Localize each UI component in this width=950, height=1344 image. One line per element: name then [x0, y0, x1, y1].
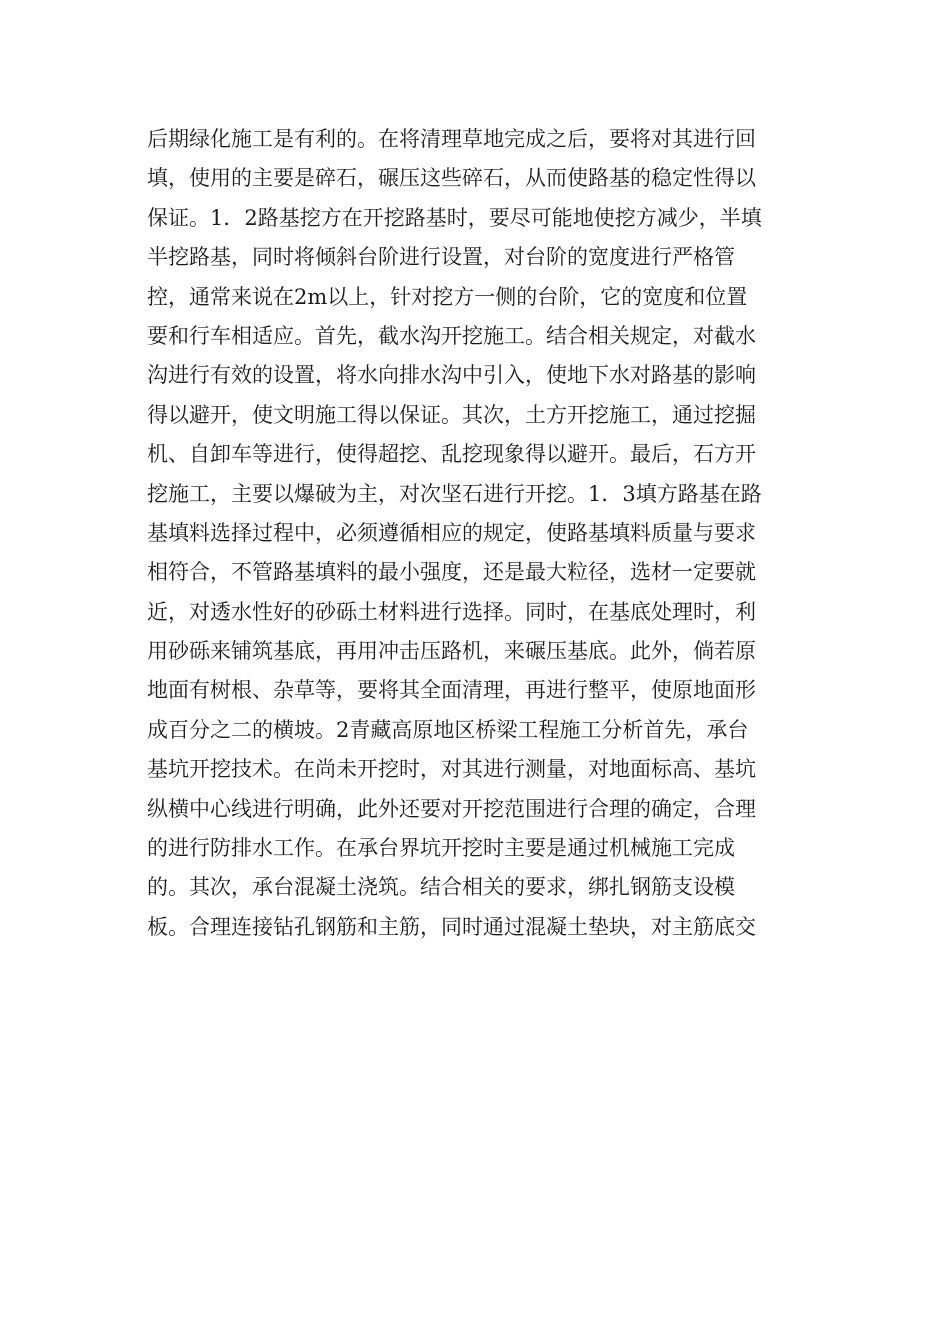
text-line: 相符合，不管路基填料的最小强度，还是最大粒径，选材一定要就 — [147, 560, 756, 585]
text-line: 用砂砾来铺筑基底，再用冲击压路机，来碾压基底。此外，倘若原 — [147, 639, 756, 664]
text-line: 基填料选择过程中，必须遵循相应的规定，使路基填料质量与要求 — [147, 520, 756, 545]
text-line: 保证。1．2路基挖方在开挖路基时，要尽可能地使挖方减少，半填 — [147, 205, 762, 230]
text-line: 填，使用的主要是碎石，碾压这些碎石，从而使路基的稳定性得以 — [147, 166, 756, 191]
text-line: 地面有树根、杂草等，要将其全面清理，再进行整平，使原地面形 — [147, 678, 756, 703]
text-line: 板。合理连接钻孔钢筋和主筋，同时通过混凝土垫块，对主筋底交 — [147, 914, 756, 939]
text-line: 沟进行有效的设置，将水向排水沟中引入，使地下水对路基的影响 — [147, 363, 756, 388]
text-line: 纵横中心线进行明确，此外还要对开挖范围进行合理的确定，合理 — [147, 796, 756, 821]
text-line: 的。其次，承台混凝土浇筑。结合相关的要求，绑扎钢筋支设模 — [147, 875, 735, 900]
text-line: 要和行车相适应。首先，截水沟开挖施工。结合相关规定，对截水 — [147, 323, 756, 348]
text-line: 挖施工，主要以爆破为主，对次坚石进行开挖。1．3填方路基在路 — [147, 481, 762, 506]
text-line: 成百分之二的横坡。2青藏高原地区桥梁工程施工分析首先，承台 — [147, 717, 749, 742]
text-line: 的进行防排水工作。在承台界坑开挖时主要是通过机械施工完成 — [147, 836, 735, 861]
text-line: 控，通常来说在2m以上，针对挖方一侧的台阶，它的宽度和位置 — [147, 284, 748, 309]
body-paragraph — [147, 120, 807, 947]
text-line: 得以避开，使文明施工得以保证。其次，土方开挖施工，通过挖掘 — [147, 402, 756, 427]
text-line: 半挖路基，同时将倾斜台阶进行设置，对台阶的宽度进行严格管 — [147, 245, 735, 270]
text-line: 机、自卸车等进行，使得超挖、乱挖现象得以避开。最后，石方开 — [147, 442, 756, 467]
text-line: 基坑开挖技术。在尚未开挖时，对其进行测量，对地面标高、基坑 — [147, 757, 756, 782]
text-line: 近，对透水性好的砂砾土材料进行选择。同时，在基底处理时，利 — [147, 599, 756, 624]
text-line: 后期绿化施工是有利的。在将清理草地完成之后，要将对其进行回 — [147, 127, 756, 151]
